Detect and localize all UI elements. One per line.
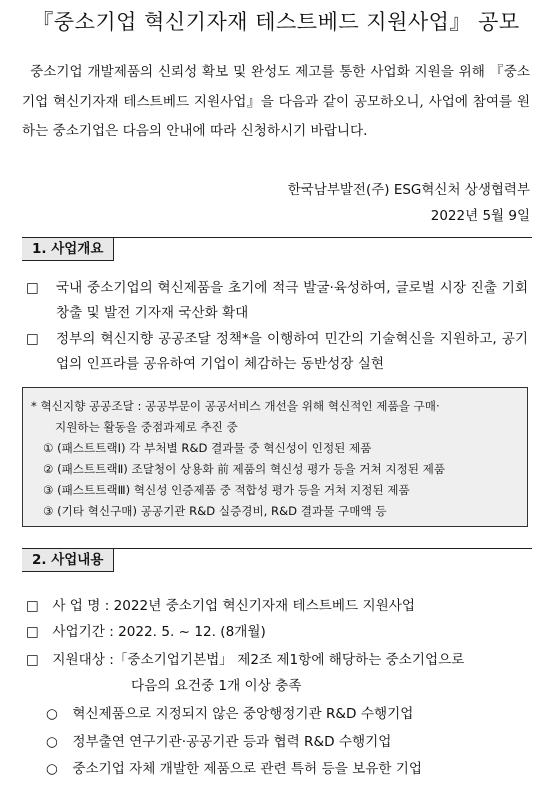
condition-item <box>46 757 422 777</box>
square-bullet-icon: □ <box>26 280 39 296</box>
condition-text: 혁신제품으로 지정되지 않은 중앙행정기관 R&D 수행기업 <box>72 706 414 722</box>
square-bullet-icon: □ <box>26 598 39 614</box>
organization-name: 한국남부발전(주) ESG혁신처 상생협력부 <box>287 182 530 198</box>
eligibility-row <box>26 648 464 668</box>
note-main-text: * 혁신지향 공공조달 : 공공부문이 공공서비스 개선을 위해 혁신적인 제품을 구매· <box>31 399 440 413</box>
section1-heading: 1. 사업개요 <box>22 238 114 261</box>
square-bullet-icon: □ <box>26 624 39 640</box>
circle-bullet-icon: ○ <box>46 761 58 777</box>
page-title: 『중소기업 혁신기자재 테스트베드 지원사업』 공모 <box>32 10 520 34</box>
section1-bullet <box>26 276 528 326</box>
circle-bullet-icon: ○ <box>46 734 58 750</box>
row-value: : 2022. 5. ~ 12. (8개월) <box>109 624 266 640</box>
row-value: :「중소기업기본법」 제2조 제1항에 해당하는 중소기업으로 <box>109 652 465 668</box>
circle-bullet-icon: ○ <box>46 706 58 722</box>
note-item: ③ (패스트트랙Ⅲ) 혁신성 인증제품 중 적합성 평가 등을 거쳐 지정된 제품 <box>43 483 410 497</box>
note-item: ② (패스트트랙Ⅱ) 조달청이 상용화 前 제품의 혁신성 평가 등을 거쳐 지정된 제품 <box>43 462 446 476</box>
section1-bullet-text: 정부의 혁신지향 공공조달 정책*을 이행하여 민간의 기술혁신을 지원하고, 공기업의 인프라를 공유하여 기업이 체감하는 동반성장 실현 <box>56 331 528 372</box>
row-label: 지원대상 <box>52 652 105 668</box>
note-main-continued: 지원하는 활동을 중점과제로 추진 중 <box>55 420 238 434</box>
condition-item <box>46 730 391 750</box>
section1-header <box>22 237 532 262</box>
note-box <box>22 387 528 527</box>
intro-paragraph: 중소기업 개발제품의 신뢰성 확보 및 완성도 제고를 통한 사업화 지원을 위해 『중소기업 혁신기자재 테스트베드 지원사업』을 다음과 같이 공모하오니, 사업에 참여를 원하는 중소기업은 다음의 안내에 따라 신청하시기 바랍니다. <box>22 64 530 139</box>
business-name-row <box>26 594 415 614</box>
section2-heading: 2. 사업내용 <box>22 549 114 572</box>
note-item: ③ (기타 혁신구매) 공공기관 R&D 실증경비, R&D 결과물 구매액 등 <box>43 504 387 518</box>
square-bullet-icon: □ <box>26 652 39 668</box>
note-item: ① (패스트트랙Ⅰ) 각 부처별 R&D 결과물 중 혁신성이 인정된 제품 <box>43 441 372 455</box>
row-label: 사업기간 <box>52 624 105 640</box>
section1-bullet-text: 국내 중소기업의 혁신제품을 초기에 적극 발굴·육성하여, 글로벌 시장 진출 기회 창출 및 발전 기자재 국산화 확대 <box>56 280 528 321</box>
business-period-row <box>26 620 266 640</box>
condition-text: 중소기업 자체 개발한 제품으로 관련 특허 등을 보유한 기업 <box>72 761 423 777</box>
condition-item <box>46 702 413 722</box>
section2-header <box>22 548 532 573</box>
condition-text: 정부출연 연구기관·공공기관 등과 협력 R&D 수행기업 <box>72 734 392 750</box>
row-label: 사 업 명 <box>52 598 101 614</box>
row-value: : 2022년 중소기업 혁신기자재 테스트베드 지원사업 <box>104 598 415 614</box>
square-bullet-icon: □ <box>26 331 39 347</box>
section1-bullet <box>26 327 528 377</box>
announcement-date: 2022년 5월 9일 <box>430 208 530 224</box>
eligibility-row-continued: 다음의 요건중 1개 이상 충족 <box>131 678 302 694</box>
